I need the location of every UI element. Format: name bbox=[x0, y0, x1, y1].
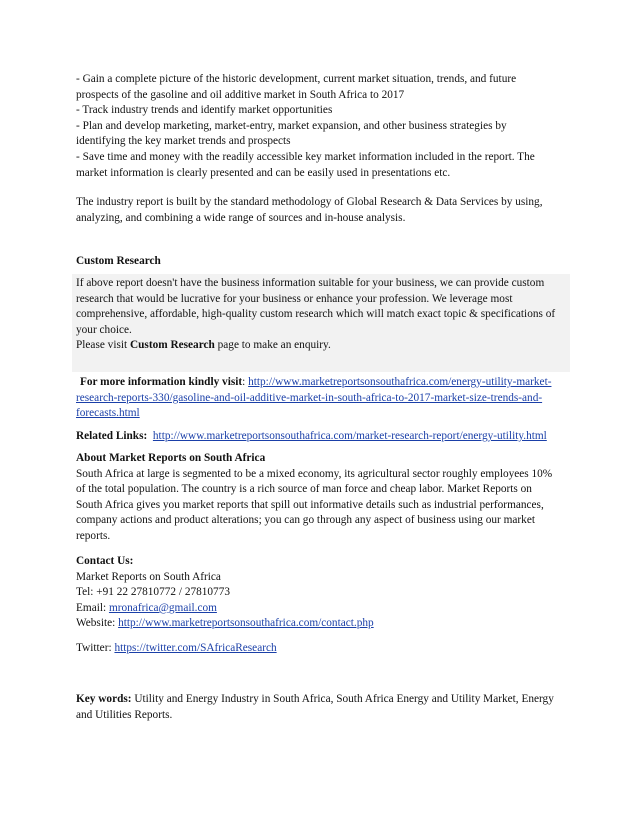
methodology-paragraph bbox=[76, 195, 566, 226]
more-info-label: For more information kindly visit bbox=[80, 376, 243, 388]
related-links-paragraph bbox=[76, 429, 566, 445]
contact-tel: Tel: +91 22 27810772 / 27810773 bbox=[76, 586, 231, 599]
twitter-link[interactable]: https://twitter.com/SAfricaResearch bbox=[114, 642, 277, 654]
methodology-line: The industry report is built by the standard methodology of Global Research & Data Services by using, bbox=[76, 196, 543, 208]
benefits-list bbox=[76, 72, 566, 181]
benefit-line: identifying the key market trends and prospects bbox=[76, 135, 291, 148]
about-heading: About Market Reports on South Africa bbox=[76, 452, 266, 464]
twitter-paragraph bbox=[76, 641, 566, 657]
keywords-line: and Utilities Reports. bbox=[76, 708, 173, 721]
keywords-paragraph bbox=[76, 692, 566, 723]
visit-prefix: Please visit bbox=[76, 339, 130, 352]
about-line: of the total population. The country is a rich source of man force and cheap labor. Market Reports on bbox=[76, 483, 532, 496]
benefit-line: - Track industry trends and identify market opportunities bbox=[76, 104, 333, 117]
about-line: reports. bbox=[76, 529, 111, 542]
email-label: Email: bbox=[76, 601, 109, 614]
about-line: company actions and product alterations; you can go through any aspect of business using our market bbox=[76, 514, 535, 527]
website-label: Website: bbox=[76, 617, 119, 630]
custom-research-line: If above report doesn't have the business information suitable for your business, we can provide custom bbox=[76, 277, 545, 289]
related-links-label: Related Links: bbox=[76, 430, 148, 442]
benefit-line: market information is clearly presented and can be easily used in presentations etc. bbox=[76, 166, 451, 179]
contact-section bbox=[76, 554, 566, 632]
about-section bbox=[76, 451, 566, 545]
more-info-line bbox=[76, 406, 566, 422]
more-info-line bbox=[76, 375, 566, 391]
website-link[interactable]: http://www.marketreportsonsouthafrica.com/contact.php bbox=[118, 617, 374, 630]
custom-research-visit bbox=[76, 338, 570, 354]
custom-research-line: research that would be lucrative for your business or enhance your profession. We leverage most bbox=[76, 292, 513, 305]
custom-research-line: your choice. bbox=[76, 323, 132, 336]
benefit-line: - Save time and money with the readily accessible key market information included in the report. The bbox=[76, 150, 535, 163]
report-url-link-cont[interactable]: research-reports-330/gasoline-and-oil-additive-market-in-south-africa-to-2017-market-size-trends-and- bbox=[76, 391, 543, 404]
twitter-label: Twitter: bbox=[76, 642, 115, 654]
custom-research-box bbox=[72, 274, 570, 372]
methodology-line: analyzing, and combining a wide range of sources and in-house analysis. bbox=[76, 211, 406, 224]
visit-suffix: page to make an enquiry. bbox=[214, 339, 331, 352]
email-link[interactable]: mronafrica@gmail.com bbox=[108, 601, 217, 614]
custom-research-heading: Custom Research bbox=[76, 255, 161, 267]
more-info-paragraph bbox=[76, 375, 566, 422]
keywords-label: Key words: bbox=[76, 693, 132, 705]
keywords-line: Utility and Energy Industry in South Africa, South Africa Energy and Utility Market, Energy bbox=[131, 693, 554, 705]
custom-research-link[interactable]: Custom Research bbox=[129, 339, 215, 352]
about-line: South Africa at large is segmented to be a mixed economy, its agricultural sector roughly employees 10% bbox=[76, 467, 553, 480]
benefit-line: - Plan and develop marketing, market-entry, market expansion, and other business strategies by bbox=[76, 119, 507, 132]
custom-research-section bbox=[76, 254, 566, 270]
contact-company: Market Reports on South Africa bbox=[76, 570, 221, 583]
report-url-link[interactable]: http://www.marketreportsonsouthafrica.com/energy-utility-market- bbox=[248, 376, 552, 388]
more-info-line bbox=[76, 391, 566, 407]
about-line: South Africa gives you market reports that spill out informative details such as industrial performances, bbox=[76, 498, 544, 511]
report-url-link-end[interactable]: forecasts.html bbox=[76, 407, 140, 420]
benefit-line: prospects of the gasoline and oil additive market in South Africa to 2017 bbox=[76, 88, 405, 101]
related-links-url[interactable]: http://www.marketreportsonsouthafrica.com/market-research-report/energy-utility.html bbox=[152, 430, 547, 442]
contact-heading: Contact Us: bbox=[76, 555, 134, 567]
custom-research-line: comprehensive, affordable, high-quality custom research which will match exact topic & specifications of bbox=[76, 308, 556, 321]
benefit-line: - Gain a complete picture of the historic development, current market situation, trends, and future bbox=[76, 73, 517, 85]
more-info-colon: : bbox=[242, 376, 249, 388]
